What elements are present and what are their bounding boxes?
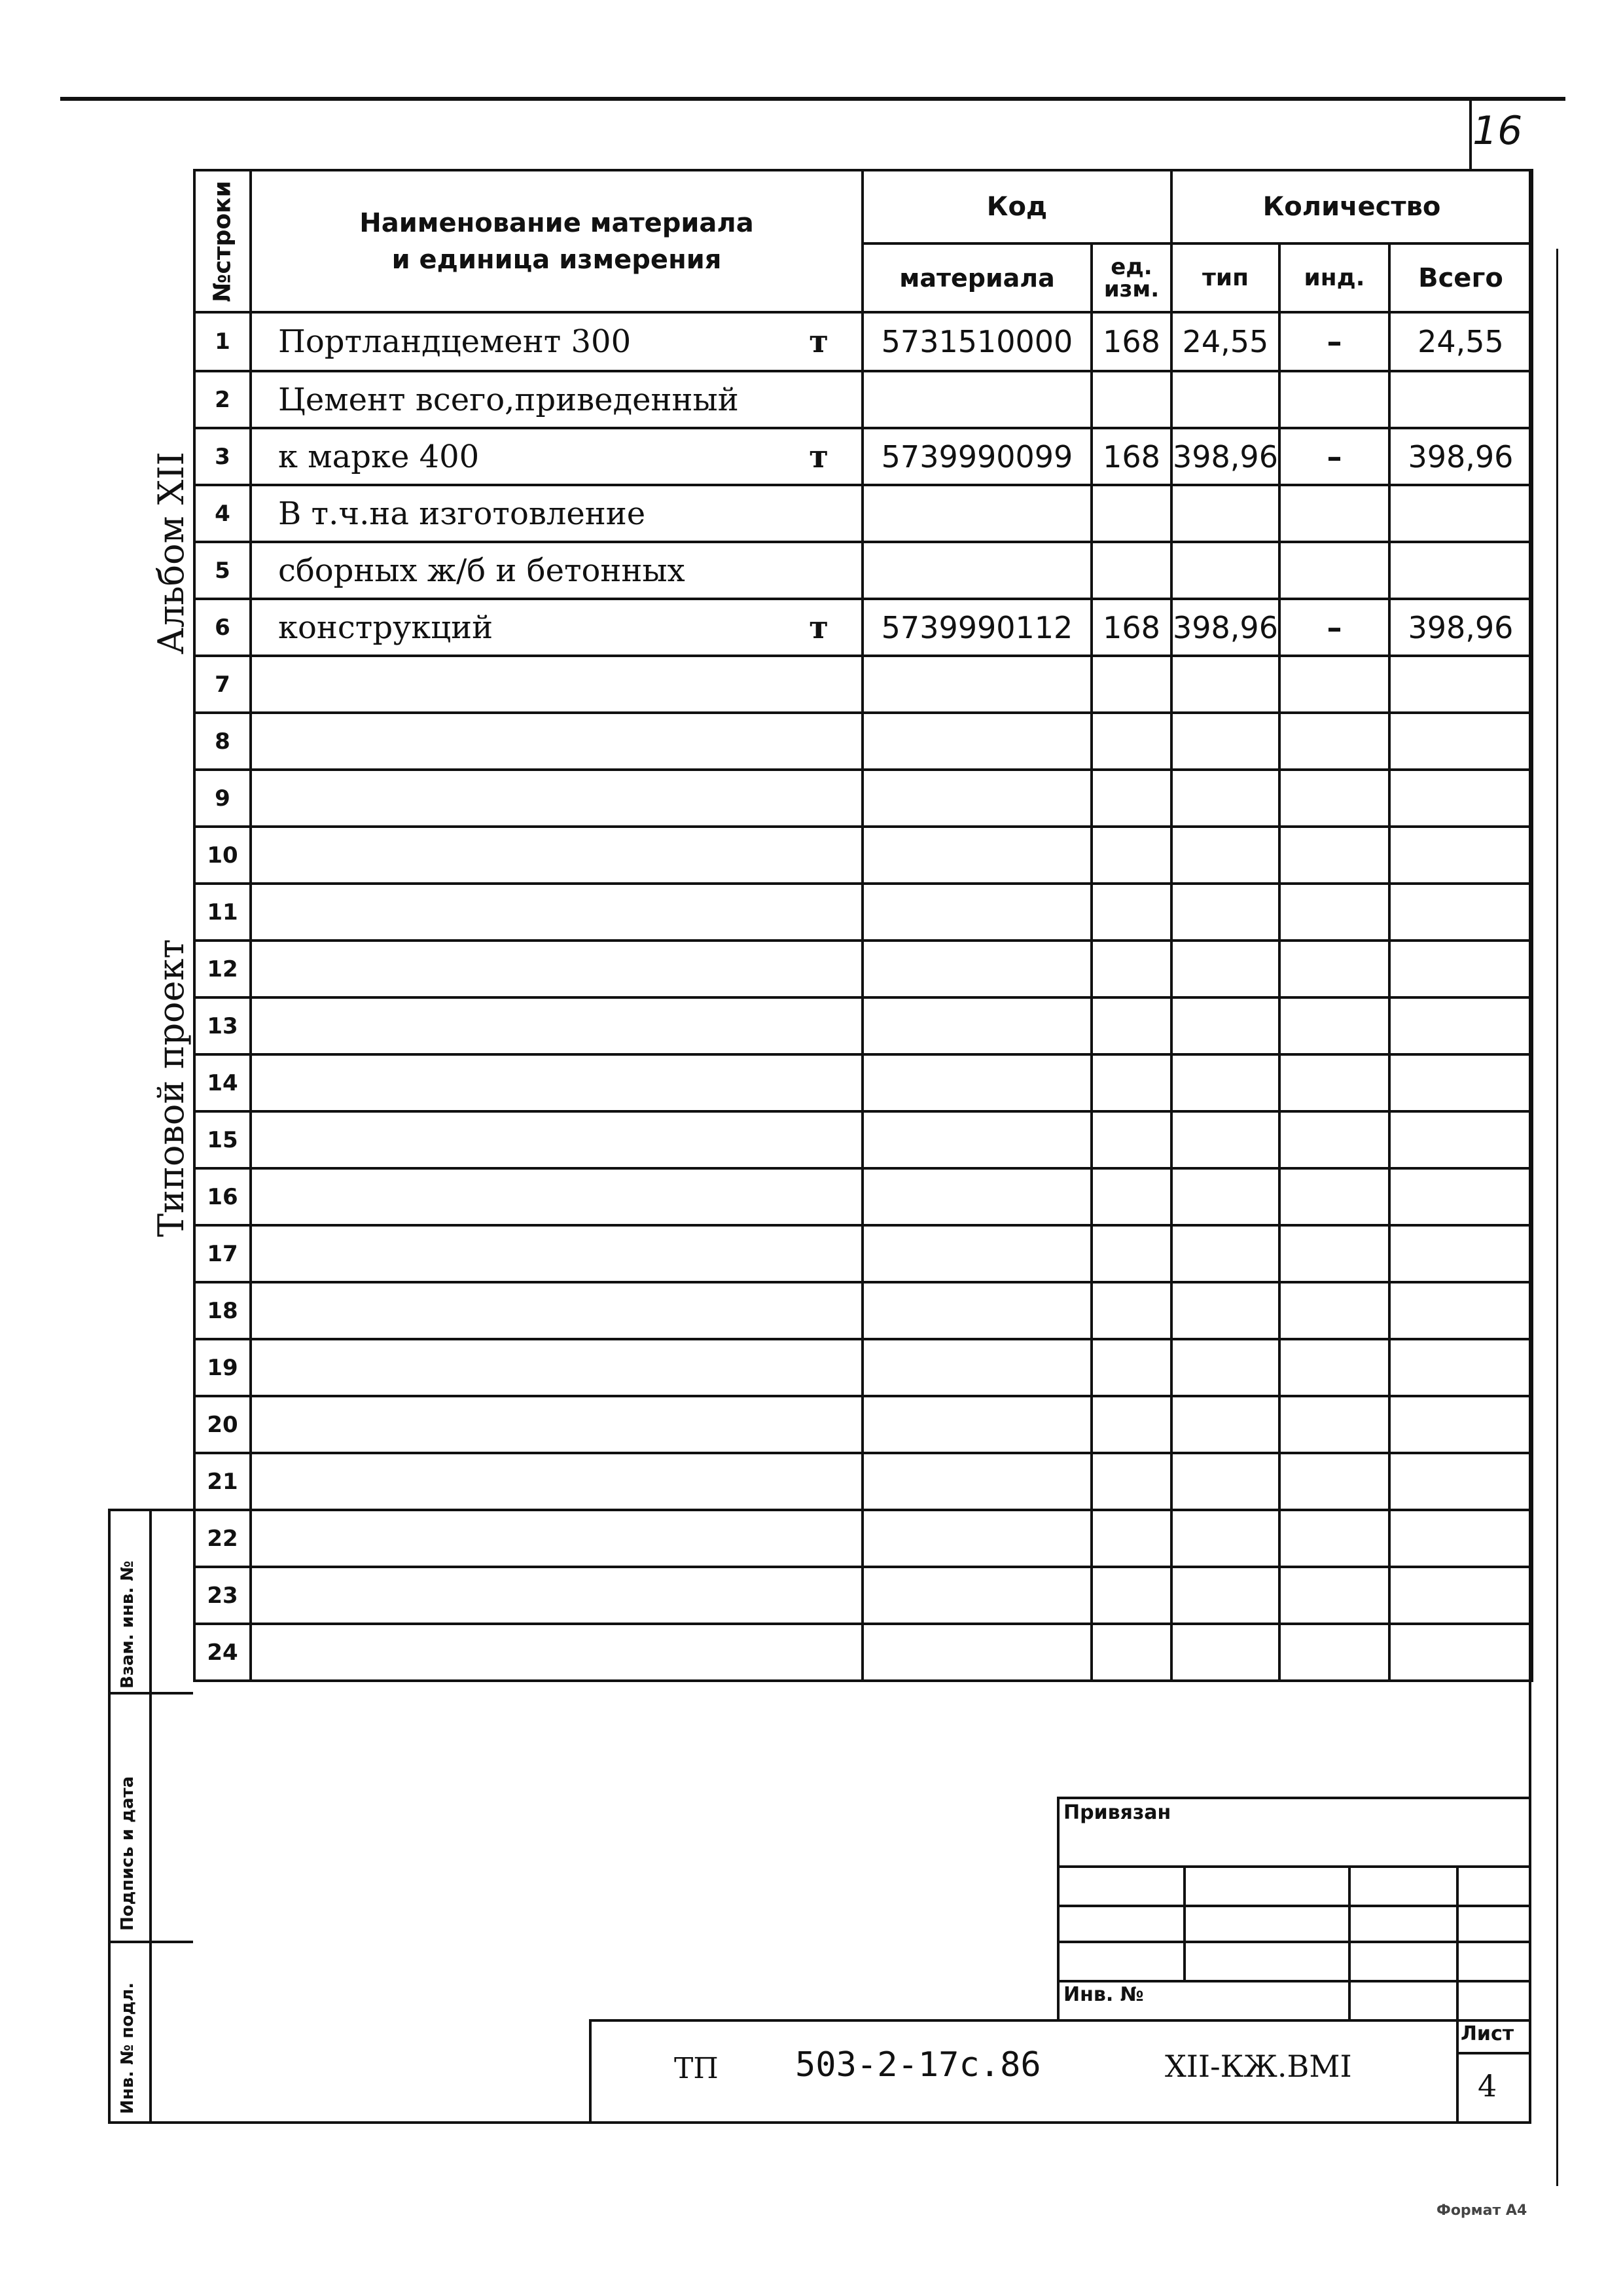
- qty-ind: –: [1279, 428, 1389, 485]
- unit-code: [1092, 542, 1171, 599]
- material-code: [863, 1225, 1092, 1282]
- qty-ind: [1279, 997, 1389, 1054]
- material-code: [863, 1453, 1092, 1510]
- material-name-cell: [251, 1282, 863, 1339]
- unit-code: [1092, 1111, 1171, 1168]
- table-row: [194, 1396, 1532, 1453]
- material-code: [863, 997, 1092, 1054]
- material-code: [863, 1624, 1092, 1681]
- unit-code: [1092, 1168, 1171, 1225]
- sheet-value: 4: [1478, 2068, 1497, 2104]
- tb-sheet-line: [1456, 2052, 1531, 2054]
- header-qty-ind: инд.: [1279, 243, 1389, 312]
- stamp-inv-podl: Инв. № подл.: [118, 1982, 137, 2114]
- table-row: [194, 312, 1532, 371]
- sheet-number-divider: [1469, 97, 1472, 169]
- material-name-cell: [251, 1624, 863, 1681]
- qty-ind: [1279, 371, 1389, 428]
- header-quantity: Количество: [1171, 170, 1532, 243]
- row-number: 20: [194, 1396, 251, 1453]
- stamp-line-2: [108, 1941, 193, 1943]
- table-row: [194, 1111, 1532, 1168]
- tb-left-line: [1057, 1797, 1060, 2019]
- qty-type: [1171, 1567, 1279, 1624]
- material-name-cell: [251, 941, 863, 997]
- material-name: В т.ч.на изготовление: [278, 495, 646, 532]
- row-number: 17: [194, 1225, 251, 1282]
- row-number: 13: [194, 997, 251, 1054]
- tb-top-line: [1057, 1797, 1531, 1799]
- unit-code: [1092, 997, 1171, 1054]
- table-row: [194, 371, 1532, 428]
- table-row: [194, 997, 1532, 1054]
- material-name-cell: [251, 1510, 863, 1567]
- material-name-cell: [251, 485, 863, 542]
- qty-ind: [1279, 1225, 1389, 1282]
- unit-code: [1092, 827, 1171, 884]
- material-name-cell: [251, 1111, 863, 1168]
- stamp-left-line: [108, 1509, 111, 2124]
- material-name-cell: [251, 428, 863, 485]
- qty-ind: [1279, 941, 1389, 997]
- privyazan-label: Привязан: [1063, 1801, 1171, 1824]
- qty-total: [1389, 1054, 1532, 1111]
- qty-total: [1389, 1339, 1532, 1396]
- qty-ind: [1279, 770, 1389, 827]
- qty-ind: [1279, 1339, 1389, 1396]
- material-code: [863, 713, 1092, 770]
- tb-main-top-line: [589, 2019, 1531, 2022]
- album-label: Альбом XII: [151, 452, 192, 655]
- material-name-cell: [251, 1453, 863, 1510]
- material-code: [863, 770, 1092, 827]
- row-number: 2: [194, 371, 251, 428]
- qty-total: [1389, 1624, 1532, 1681]
- qty-total: [1389, 1567, 1532, 1624]
- table-row: [194, 1624, 1532, 1681]
- qty-total: [1389, 997, 1532, 1054]
- qty-total: 24,55: [1389, 312, 1532, 371]
- unit-code: [1092, 1282, 1171, 1339]
- qty-total: [1389, 656, 1532, 713]
- material-name-cell: [251, 371, 863, 428]
- qty-ind: [1279, 827, 1389, 884]
- unit-code: [1092, 1054, 1171, 1111]
- project-label: Типовой проект: [151, 939, 192, 1237]
- row-number: 5: [194, 542, 251, 599]
- material-name-cell: [251, 827, 863, 884]
- unit-code: [1092, 1510, 1171, 1567]
- table-row: [194, 1168, 1532, 1225]
- sheet-number: 16: [1472, 108, 1523, 154]
- tb-sheet-divider: [1456, 2019, 1459, 2124]
- row-number: 14: [194, 1054, 251, 1111]
- row-number: 21: [194, 1453, 251, 1510]
- material-name: к марке 400: [278, 438, 480, 475]
- tb-line-c: [1057, 1941, 1531, 1943]
- table-row: [194, 428, 1532, 485]
- material-unit: т: [809, 323, 829, 360]
- qty-total: [1389, 1111, 1532, 1168]
- row-number: 3: [194, 428, 251, 485]
- row-number: 1: [194, 312, 251, 371]
- qty-type: [1171, 1282, 1279, 1339]
- material-name-cell: [251, 1054, 863, 1111]
- top-border-line: [60, 97, 1565, 101]
- qty-ind: [1279, 1624, 1389, 1681]
- material-unit: т: [809, 609, 829, 646]
- stamp-line-1: [108, 1692, 193, 1695]
- table-row: [194, 485, 1532, 542]
- qty-ind: [1279, 1453, 1389, 1510]
- qty-type: [1171, 656, 1279, 713]
- qty-total: [1389, 713, 1532, 770]
- unit-code: [1092, 770, 1171, 827]
- qty-ind: –: [1279, 599, 1389, 656]
- qty-type: [1171, 1225, 1279, 1282]
- unit-code: 168: [1092, 599, 1171, 656]
- material-code: [863, 485, 1092, 542]
- qty-type: [1171, 1510, 1279, 1567]
- stamp-vzam-inv: Взам. инв. №: [118, 1560, 137, 1689]
- table-row: [194, 542, 1532, 599]
- qty-type: [1171, 1054, 1279, 1111]
- material-name-cell: [251, 884, 863, 941]
- qty-total: [1389, 884, 1532, 941]
- header-qty-type: тип: [1171, 243, 1279, 312]
- format-label: Формат А4: [1436, 2202, 1527, 2219]
- material-code: [863, 1510, 1092, 1567]
- material-name-cell: [251, 656, 863, 713]
- stamp-mid-line: [149, 1509, 152, 2124]
- table-row: [194, 599, 1532, 656]
- unit-code: [1092, 941, 1171, 997]
- material-code: [863, 1396, 1092, 1453]
- material-code: [863, 1339, 1092, 1396]
- qty-total: [1389, 1510, 1532, 1567]
- row-number: 24: [194, 1624, 251, 1681]
- material-name-cell: [251, 713, 863, 770]
- tb-vline-1: [1183, 1865, 1186, 1980]
- qty-type: [1171, 1453, 1279, 1510]
- tb-line-a: [1057, 1865, 1531, 1868]
- unit-code: 168: [1092, 312, 1171, 371]
- qty-ind: [1279, 1510, 1389, 1567]
- material-code: 5739990112: [863, 599, 1092, 656]
- qty-total: [1389, 485, 1532, 542]
- material-name-cell: [251, 542, 863, 599]
- qty-type: [1171, 1624, 1279, 1681]
- material-code: 5739990099: [863, 428, 1092, 485]
- row-number: 9: [194, 770, 251, 827]
- material-name-cell: [251, 1339, 863, 1396]
- stamp-bottom-line: [108, 2121, 1531, 2124]
- qty-type: [1171, 713, 1279, 770]
- qty-total: [1389, 941, 1532, 997]
- qty-type: [1171, 997, 1279, 1054]
- table-row: [194, 884, 1532, 941]
- qty-ind: [1279, 1567, 1389, 1624]
- row-number: 8: [194, 713, 251, 770]
- qty-ind: [1279, 656, 1389, 713]
- header-name: Наименование материала и единица измерения: [251, 170, 863, 312]
- table-row: [194, 770, 1532, 827]
- qty-total: [1389, 1168, 1532, 1225]
- qty-ind: [1279, 542, 1389, 599]
- unit-code: [1092, 656, 1171, 713]
- qty-type: [1171, 884, 1279, 941]
- unit-code: [1092, 1624, 1171, 1681]
- material-name: Портландцемент 300: [278, 323, 632, 360]
- material-code: [863, 1111, 1092, 1168]
- material-code: 5731510000: [863, 312, 1092, 371]
- table-row: [194, 1225, 1532, 1282]
- stamp-podpis-data: Подпись и дата: [118, 1776, 137, 1931]
- qty-total: [1389, 770, 1532, 827]
- tb-vline-3: [1456, 1865, 1459, 2019]
- qty-total: 398,96: [1389, 599, 1532, 656]
- qty-type: [1171, 485, 1279, 542]
- table-row: [194, 1567, 1532, 1624]
- material-code: [863, 542, 1092, 599]
- row-number: 22: [194, 1510, 251, 1567]
- qty-total: [1389, 371, 1532, 428]
- material-name-cell: [251, 770, 863, 827]
- header-code: Код: [863, 170, 1171, 243]
- table-row: [194, 827, 1532, 884]
- qty-type: [1171, 770, 1279, 827]
- material-code: [863, 1282, 1092, 1339]
- qty-ind: [1279, 1054, 1389, 1111]
- table-row: [194, 713, 1532, 770]
- row-number: 15: [194, 1111, 251, 1168]
- tb-line-d: [1057, 1980, 1531, 1982]
- unit-code: [1092, 1453, 1171, 1510]
- material-name-cell: [251, 1168, 863, 1225]
- unit-code: [1092, 884, 1171, 941]
- sheet-label: Лист: [1461, 2022, 1514, 2045]
- material-name: Цемент всего,приведенный: [278, 381, 739, 418]
- material-name-cell: [251, 1225, 863, 1282]
- qty-ind: [1279, 884, 1389, 941]
- project-code: 503-2-17с.86: [795, 2045, 1041, 2085]
- row-number: 12: [194, 941, 251, 997]
- header-code-unit: ед. изм.: [1092, 243, 1171, 312]
- material-code: [863, 884, 1092, 941]
- qty-type: [1171, 371, 1279, 428]
- qty-total: [1389, 1453, 1532, 1510]
- table-row: [194, 1339, 1532, 1396]
- material-name-cell: [251, 1567, 863, 1624]
- table-row: [194, 1282, 1532, 1339]
- material-code: [863, 1567, 1092, 1624]
- unit-code: [1092, 1339, 1171, 1396]
- row-number: 23: [194, 1567, 251, 1624]
- table-row: [194, 941, 1532, 997]
- material-name-cell: [251, 312, 863, 371]
- doc-code: XII-КЖ.ВМI: [1165, 2049, 1352, 2084]
- row-number: 18: [194, 1282, 251, 1339]
- material-name-cell: [251, 599, 863, 656]
- qty-ind: [1279, 1168, 1389, 1225]
- stamp-top-line: [108, 1509, 193, 1511]
- qty-type: 398,96: [1171, 428, 1279, 485]
- qty-type: [1171, 542, 1279, 599]
- tb-line-b: [1057, 1905, 1531, 1907]
- material-name: конструкций: [278, 609, 493, 646]
- tp-label: ТП: [674, 2052, 719, 2085]
- header-qty-total: Всего: [1389, 243, 1532, 312]
- tb-main-left-line: [589, 2019, 592, 2124]
- header-row-number: №строки: [194, 170, 251, 312]
- material-code: [863, 1168, 1092, 1225]
- qty-type: 398,96: [1171, 599, 1279, 656]
- table-row: [194, 1510, 1532, 1567]
- qty-type: [1171, 941, 1279, 997]
- row-number: 11: [194, 884, 251, 941]
- qty-ind: [1279, 1111, 1389, 1168]
- table-row: [194, 1054, 1532, 1111]
- tb-vline-2: [1348, 1865, 1351, 2019]
- qty-total: [1389, 827, 1532, 884]
- qty-ind: [1279, 713, 1389, 770]
- material-spec-table: [193, 169, 1533, 1682]
- unit-code: [1092, 1396, 1171, 1453]
- qty-type: [1171, 1111, 1279, 1168]
- material-code: [863, 1054, 1092, 1111]
- material-unit: т: [809, 438, 829, 475]
- unit-code: [1092, 371, 1171, 428]
- qty-total: [1389, 1225, 1532, 1282]
- qty-ind: [1279, 1396, 1389, 1453]
- qty-type: [1171, 1168, 1279, 1225]
- material-code: [863, 827, 1092, 884]
- header-code-material: материала: [863, 243, 1092, 312]
- qty-type: [1171, 827, 1279, 884]
- table-row: [194, 1453, 1532, 1510]
- row-number: 6: [194, 599, 251, 656]
- material-name: сборных ж/б и бетонных: [278, 552, 685, 589]
- table-row: [194, 656, 1532, 713]
- unit-code: [1092, 1225, 1171, 1282]
- unit-code: [1092, 713, 1171, 770]
- qty-total: [1389, 542, 1532, 599]
- material-code: [863, 656, 1092, 713]
- material-code: [863, 371, 1092, 428]
- row-number: 10: [194, 827, 251, 884]
- qty-ind: [1279, 485, 1389, 542]
- row-number: 16: [194, 1168, 251, 1225]
- qty-total: [1389, 1396, 1532, 1453]
- qty-type: 24,55: [1171, 312, 1279, 371]
- qty-type: [1171, 1396, 1279, 1453]
- row-number: 19: [194, 1339, 251, 1396]
- row-number: 7: [194, 656, 251, 713]
- material-name-cell: [251, 1396, 863, 1453]
- unit-code: 168: [1092, 428, 1171, 485]
- unit-code: [1092, 1567, 1171, 1624]
- material-name-cell: [251, 997, 863, 1054]
- inv-no-label: Инв. №: [1063, 1983, 1144, 2006]
- qty-total: 398,96: [1389, 428, 1532, 485]
- qty-total: [1389, 1282, 1532, 1339]
- qty-ind: –: [1279, 312, 1389, 371]
- qty-ind: [1279, 1282, 1389, 1339]
- qty-type: [1171, 1339, 1279, 1396]
- unit-code: [1092, 485, 1171, 542]
- material-code: [863, 941, 1092, 997]
- right-edge-mark: [1556, 249, 1558, 2186]
- row-number: 4: [194, 485, 251, 542]
